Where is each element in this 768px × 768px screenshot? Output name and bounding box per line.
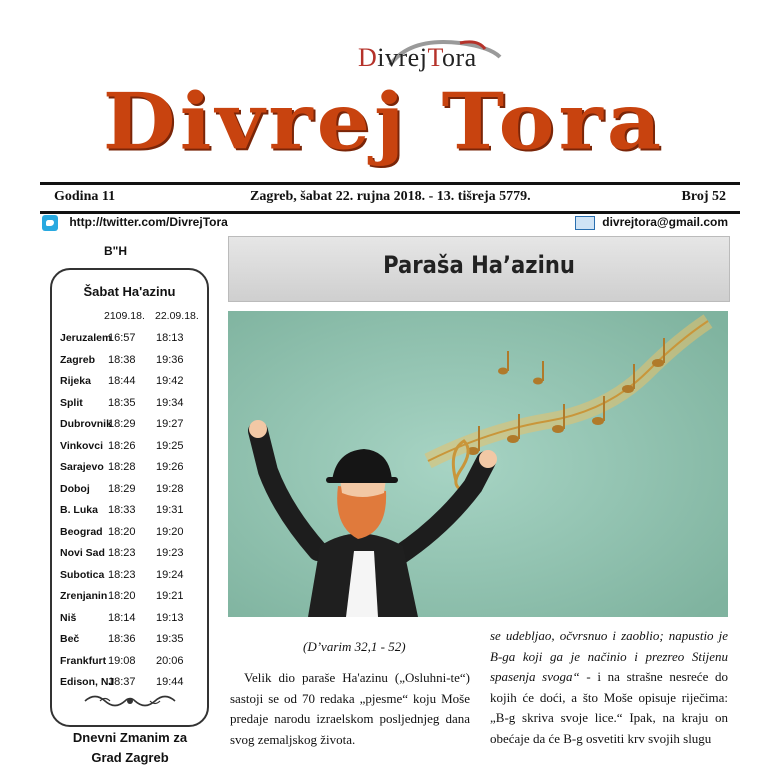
sidebar-title: Šabat Ha'azinu [83,284,176,299]
article-paragraph: Velik dio paraše Ha'azinu („Osluhni-te“) sastoji se od 70 redaka „pjesme“ koju Moše predaje narodu izraelskom posljednjeg dana svog zemaljskog života. [230,670,470,747]
times-row: Novi Sad 18:23 19:23 [60,547,184,559]
candle-times-box [50,268,209,727]
parasha-heading: Paraša Ha’azinu [383,251,575,279]
times-row: Beograd 18:20 19:20 [60,526,184,538]
verse-reference: (D’varim 32,1 - 52) [303,639,406,654]
twitter-icon [42,215,58,231]
article-paragraph: - i na strašne nesreće do kojih će doći, a što Moše opisuje riječima: „B-g skriva svoje lice.“ Ipak, na kraju on obećaje da će B-g osvetiti krv svojih slugu [490,669,729,746]
times-row: B. Luka 18:33 19:31 [60,504,184,516]
times-row: Dubrovnik 18:29 19:27 [60,418,184,430]
times-row: Frankfurt 19:08 20:06 [60,655,184,667]
article-column-2 [490,626,728,749]
times-row: Split 18:35 19:34 [60,397,184,409]
times-row: Doboj 18:29 19:28 [60,483,184,495]
times-row: Zagreb 18:38 19:36 [60,354,184,366]
times-row: Zrenjanin 18:20 19:21 [60,590,184,602]
times-row: Edison, NJ 18:37 19:44 [60,676,184,688]
zmanim-title: Dnevni Zmanim za Grad Zagreb [72,730,188,765]
email-address[interactable]: divrejtora@gmail.com [602,215,728,229]
article-quote: se udebljao, očvrsnuo i zaoblio; napustio je B-ga koji ga je načinio i prezreo Stijenu spasenja svoga“ [490,628,728,684]
masthead-title: Divrej Tora [102,76,666,168]
times-row: Vinkovci 18:26 19:25 [60,440,184,452]
times-row: Rijeka 18:44 19:42 [60,375,184,387]
times-row: Beč 18:36 19:35 [60,633,184,645]
issue-number: Broj 52 [681,189,726,204]
twitter-url[interactable]: http://twitter.com/DivrejTora [69,215,228,230]
parasha-banner [228,236,730,302]
times-row: Subotica 18:23 19:24 [60,569,184,581]
volume-label: Godina 11 [54,189,116,204]
bh-mark: B"H [104,244,128,258]
small-logo [350,35,510,80]
divider-ornament-icon [80,690,180,712]
mail-icon [575,216,595,230]
top-rule [40,182,740,185]
email-link[interactable] [575,215,728,235]
times-row: Jeruzalem 16:57 18:13 [60,332,184,344]
bottom-rule [40,211,740,214]
issue-date: Zagreb, šabat 22. rujna 2018. - 13. tišreja 5779. [250,189,531,204]
twitter-link[interactable] [42,215,228,235]
times-row: Sarajevo 18:28 19:26 [60,461,184,473]
small-logo-text: DivrejTora [358,43,477,72]
article-column-1 [230,668,470,750]
times-row: Niš 18:14 19:13 [60,612,184,624]
issue-line [54,189,726,209]
singer-illustration [228,311,728,617]
column-header-2: 22.09.18. [155,310,199,322]
column-header-1: 2109.18. [104,310,145,322]
